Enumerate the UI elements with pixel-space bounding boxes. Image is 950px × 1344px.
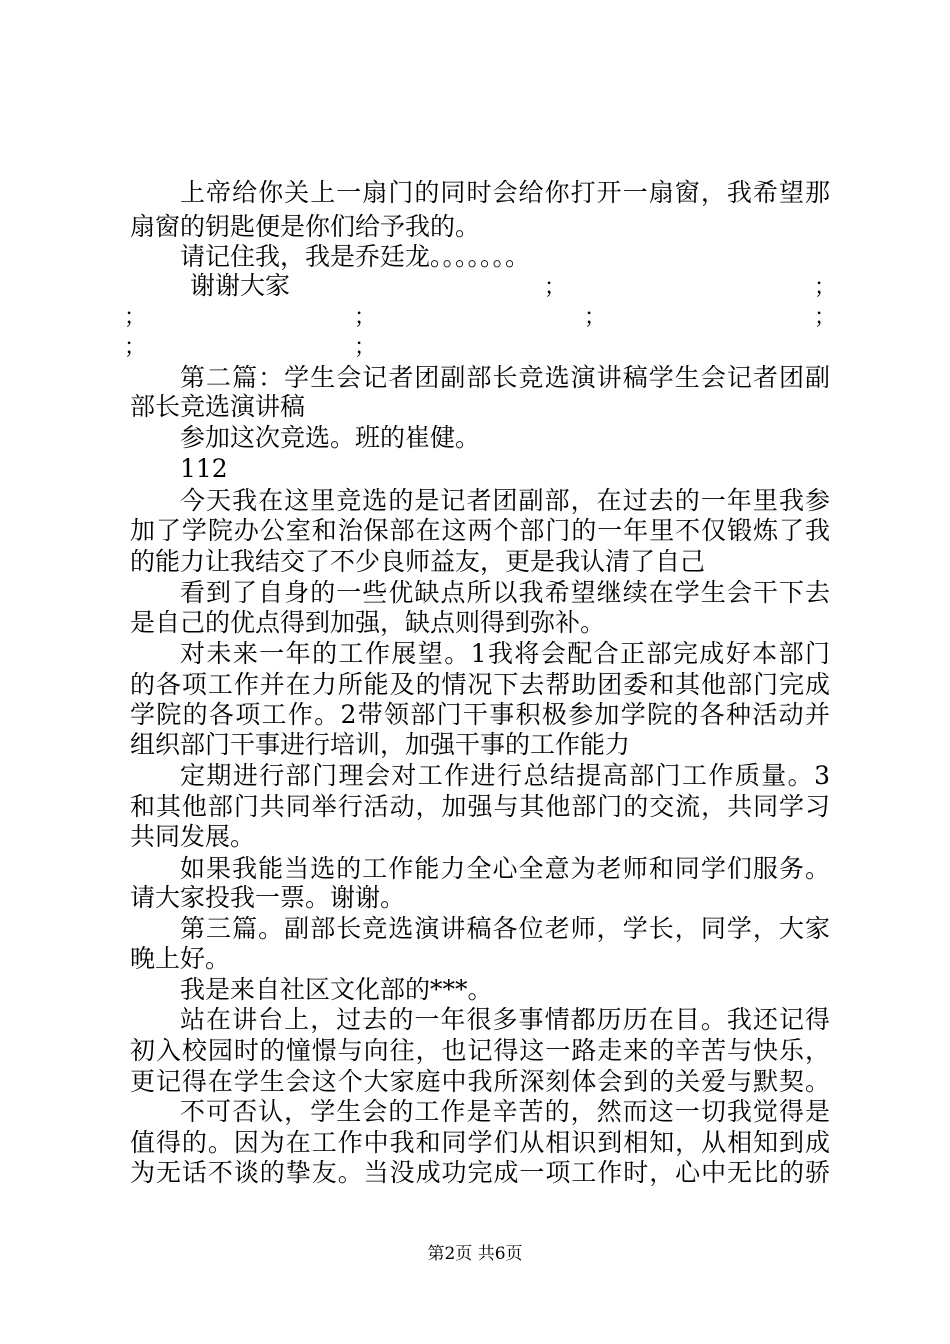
text-line: 晚上好。 [130,944,231,973]
separator-semicolon: ； [354,335,377,360]
section-heading: 第二篇：学生会记者团副部长竞选演讲稿学生会记者团副 [180,363,830,392]
text-line: 看到了自身的一些优缺点所以我希望继续在学生会干下去 [180,578,830,607]
separator-semicolon: ； [814,275,837,300]
separator-semicolon: ； [354,305,377,330]
text-line: 定期进行部门理会对工作进行总结提高部门工作质量。3 [180,761,830,790]
text-line: 请大家投我一票。谢谢。 [130,883,406,912]
text-line: 更记得在学生会这个大家庭中我所深刻体会到的关爱与默契。 [130,1067,830,1096]
text-line: 今天我在这里竞选的是记者团副部，在过去的一年里我参 [180,486,830,515]
text-line: 站在讲台上，过去的一年很多事情都历历在目。我还记得 [180,1005,830,1034]
text-line: 是自己的优点得到加强，缺点则得到弥补。 [130,608,606,637]
text-line: 对未来一年的工作展望。1我将会配合正部完成好本部门 [180,639,830,668]
separator-semicolon: ； [814,305,837,330]
text-line: 的能力让我结交了不少良师益友，更是我认清了自己 [130,547,706,576]
text-line: 组织部门干事进行培训，加强干事的工作能力 [130,730,631,759]
text-line: 共同发展。 [130,822,256,851]
separator-semicolon: ； [124,335,147,360]
text-line: 值得的。因为在工作中我和同学们从相识到相知，从相知到成 [130,1128,830,1157]
separator-semicolon: ； [584,305,607,330]
text-line: 谢谢大家 [190,271,291,300]
text-line: 我是来自社区文化部的***。 [180,975,493,1004]
text-line: 上帝给你关上一扇门的同时会给你打开一扇窗，我希望那 [180,178,830,207]
text-line: 的各项工作并在力所能及的情况下去帮助团委和其他部门完成 [130,670,830,699]
text-line: 和其他部门共同举行活动，加强与其他部门的交流，共同学习 [130,792,830,821]
text-line: 为无话不谈的挚友。当没成功完成一项工作时，心中无比的骄 [130,1158,830,1187]
text-line: 初入校园时的憧憬与向往，也记得这一路走来的辛苦与快乐， [130,1036,830,1065]
section-heading: 第三篇。副部长竞选演讲稿各位老师，学长，同学，大家 [180,914,830,943]
text-line: 扇窗的钥匙便是你们给予我的。 [130,212,481,241]
text-line: 参加这次竞选。班的崔健。 [180,423,481,452]
text-line: 学院的各项工作。2带领部门干事积极参加学院的各种活动并 [130,700,830,729]
text-line: 如果我能当选的工作能力全心全意为老师和同学们服务。 [180,854,830,883]
page-footer: 第2页 共6页 [427,1244,523,1264]
text-line: 不可否认，学生会的工作是辛苦的，然而这一切我觉得是 [180,1097,830,1126]
separator-semicolon: ； [124,305,147,330]
text-line: 请记住我，我是乔廷龙。。。。。。。 [180,242,531,271]
separator-semicolon: ； [544,275,567,300]
text-line: 112 [180,454,228,483]
text-line: 部长竞选演讲稿 [130,392,306,421]
text-line: 加了学院办公室和治保部在这两个部门的一年里不仅锻炼了我 [130,516,830,545]
